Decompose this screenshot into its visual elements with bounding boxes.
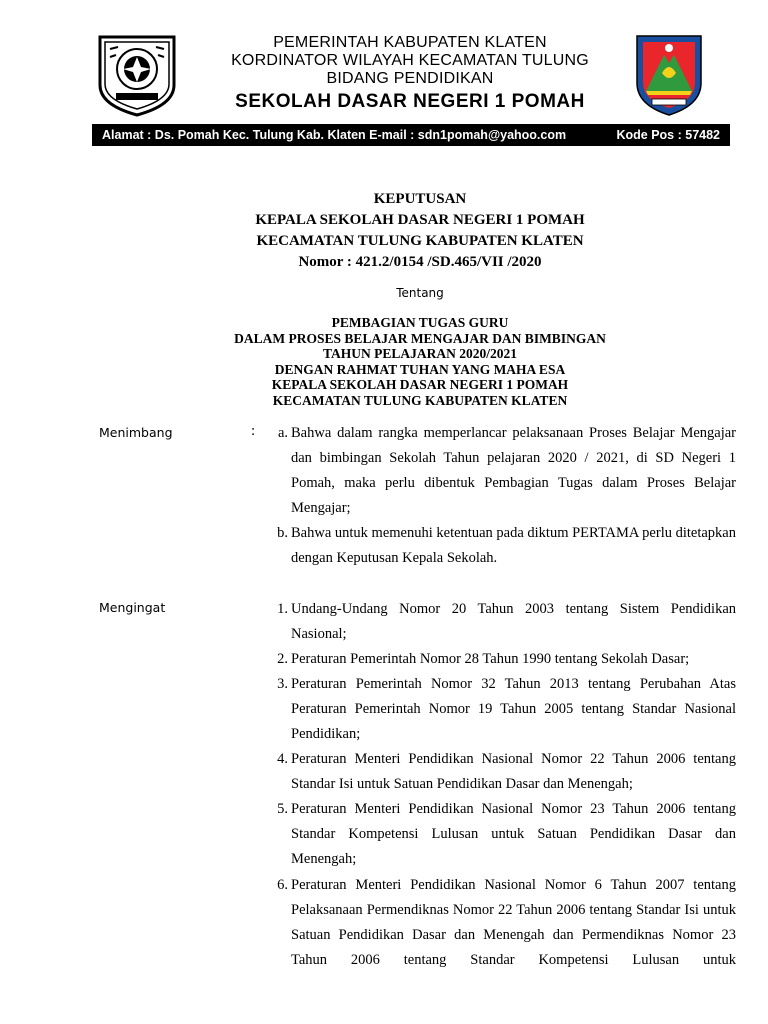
item-marker: 3. — [277, 676, 288, 692]
item-marker: 6. — [277, 877, 288, 893]
east-java-province-emblem-icon — [634, 33, 704, 117]
address-text: Alamat : Ds. Pomah Kec. Tulung Kab. Klaten E-mail : sdn1pomah@yahoo.com — [102, 128, 567, 142]
subject-line-5: KEPALA SEKOLAH DASAR NEGERI 1 POMAH — [271, 377, 569, 392]
letterhead-line-1: PEMERINTAH KABUPATEN KLATEN — [273, 34, 547, 51]
mengingat-item — [268, 797, 736, 872]
item-marker: 1. — [277, 601, 288, 617]
address-bar — [92, 124, 730, 146]
subject-line-2: DALAM PROSES BELAJAR MENGAJAR DAN BIMBINGAN — [234, 330, 606, 346]
letterhead-line-3: BIDANG PENDIDIKAN — [326, 70, 494, 87]
mengingat-label: Mengingat — [99, 600, 166, 615]
letterhead-line-2: KORDINATOR WILAYAH KECAMATAN TULUNG — [231, 52, 589, 69]
item-marker: a. — [277, 425, 288, 441]
school-name: SEKOLAH DASAR NEGERI 1 POMAH — [235, 91, 585, 112]
item-text: Peraturan Menteri Pendidikan Nasional Nomor 23 Tahun 2006 tentang Standar Kompetensi Lulusan untuk Satuan Pendidikan Dasar dan Menengah; — [291, 801, 736, 867]
mengingat-item — [268, 747, 736, 797]
item-marker: 2. — [277, 651, 288, 667]
mengingat-item — [268, 873, 736, 973]
menimbang-item — [268, 421, 736, 521]
subject-line-1: PEMBAGIAN TUGAS GURU — [331, 315, 509, 330]
item-text: Bahwa untuk memenuhi ketentuan pada diktum PERTAMA perlu ditetapkan dengan Keputusan Kepala Sekolah. — [291, 525, 736, 566]
klaten-regency-emblem-icon — [96, 33, 178, 117]
item-text: Peraturan Menteri Pendidikan Nasional Nomor 22 Tahun 2006 tentang Standar Isi untuk Satuan Pendidikan Dasar dan Menengah; — [291, 751, 736, 792]
subject-line-6: KECAMATAN TULUNG KABUPATEN KLATEN — [272, 392, 568, 408]
menimbang-colon: : — [251, 423, 256, 439]
mengingat-item — [268, 672, 736, 747]
title-line-3: KECAMATAN TULUNG KABUPATEN KLATEN — [256, 233, 584, 249]
tentang-label: Tentang — [396, 286, 444, 300]
item-text: Peraturan Pemerintah Nomor 32 Tahun 2013 tentang Perubahan Atas Peraturan Pemerintah Nomor 19 Tahun 2005 tentang Standar Nasional Pendidikan; — [291, 676, 736, 742]
item-text: Peraturan Pemerintah Nomor 28 Tahun 1990 tentang Sekolah Dasar; — [291, 651, 690, 667]
title-line-2: KEPALA SEKOLAH DASAR NEGERI 1 POMAH — [255, 212, 585, 228]
mengingat-item — [268, 597, 736, 647]
item-marker: b. — [277, 525, 288, 541]
item-text: Peraturan Menteri Pendidikan Nasional Nomor 6 Tahun 2007 tentang Pelaksanaan Permendiknas Nomor 22 Tahun 2006 tentang Standar Isi untuk Satuan Pendidikan Dasar dan Menengah dan Permendiknas Nomor 23 Tahun 2006 tentang Standar Kompetensi Lulusan untuk — [291, 877, 736, 968]
menimbang-item — [268, 521, 736, 571]
subject-line-4: DENGAN RAHMAT TUHAN YANG MAHA ESA — [274, 361, 566, 377]
menimbang-label: Menimbang — [99, 425, 173, 440]
item-marker: 4. — [277, 751, 288, 767]
letterhead — [180, 34, 640, 114]
decree-subject — [100, 315, 740, 408]
title-line-1: KEPUTUSAN — [373, 191, 467, 207]
item-text: Bahwa dalam rangka memperlancar pelaksanaan Proses Belajar Mengajar dan bimbingan Sekolah Tahun pelajaran 2020 / 2021, di SD Negeri 1 Pomah, maka perlu dibentuk Pembagian Tugas dalam Proses Belajar Mengajar; — [291, 425, 736, 516]
mengingat-item — [268, 647, 736, 672]
postcode-text: Kode Pos : 57482 — [616, 128, 720, 142]
item-text: Undang-Undang Nomor 20 Tahun 2003 tentang Sistem Pendidikan Nasional; — [291, 601, 736, 642]
decree-title — [100, 189, 740, 273]
subject-line-3: TAHUN PELAJARAN 2020/2021 — [322, 346, 517, 361]
decree-number: Nomor : 421.2/0154 /SD.465/VII /2020 — [298, 254, 542, 270]
item-marker: 5. — [277, 801, 288, 817]
